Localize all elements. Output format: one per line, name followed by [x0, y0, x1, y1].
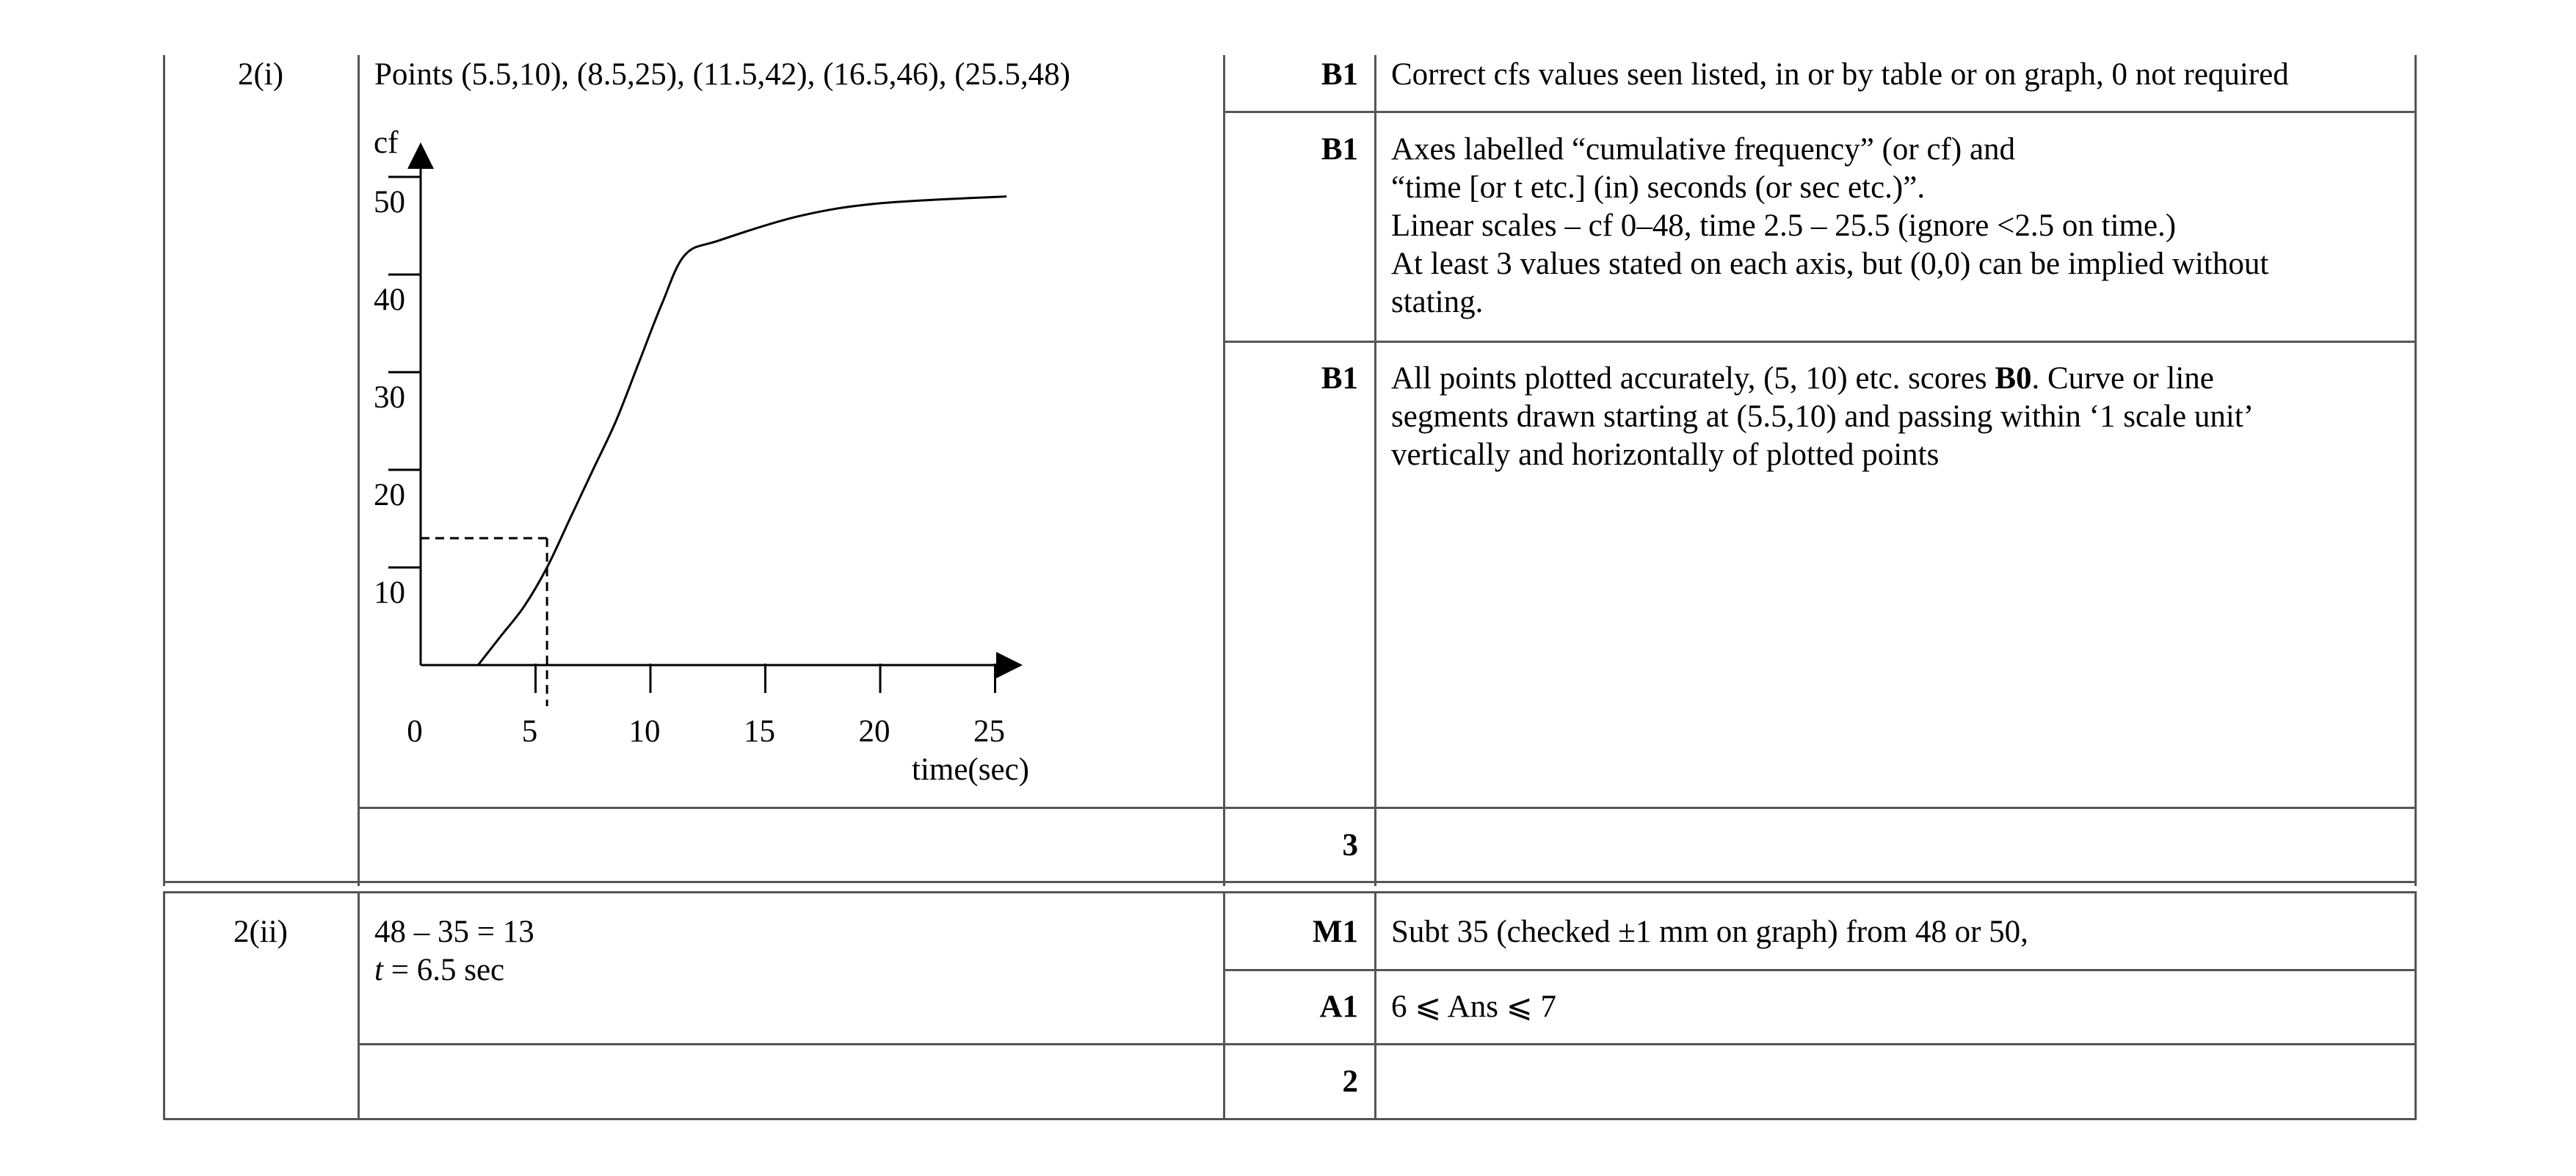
answer-variable: t	[374, 953, 383, 987]
y-tick-label: 50	[374, 185, 405, 219]
y-tick-label: 30	[374, 380, 405, 415]
total-marks: 2	[1342, 1064, 1358, 1099]
x-axis-label: time(sec)	[912, 752, 1029, 787]
grid-line	[1223, 969, 2417, 971]
mark-code: M1	[1312, 915, 1358, 949]
x-tick-label: 0	[407, 714, 423, 749]
cumulative-frequency-graph	[358, 110, 1223, 822]
grid-line	[358, 891, 360, 1120]
guidance-fragment: All points plotted accurately, (5, 10) etc. scores	[1391, 361, 1995, 396]
grid-line	[163, 891, 2417, 893]
guidance-text: Correct cfs values seen listed, in or by table or on graph, 0 not required	[1391, 57, 2289, 92]
guidance-line: segments drawn starting at (5.5,10) and passing within ‘1 scale unit’	[1391, 399, 2254, 434]
guidance-line: Axes labelled “cumulative frequency” (or cf) and	[1391, 132, 2016, 167]
grid-line	[1223, 341, 2417, 343]
y-axis-label: cf	[374, 126, 399, 160]
grid-line	[163, 1118, 2417, 1120]
guidance-line: “time [or t etc.] (in) seconds (or sec etc.)”.	[1391, 170, 1926, 205]
guidance-fragment: . Curve or line	[2031, 361, 2214, 396]
y-tick-label: 40	[374, 283, 405, 317]
y-tick-label: 10	[374, 576, 405, 610]
mark-code: B1	[1321, 132, 1358, 167]
grid-line	[1223, 891, 1225, 1120]
grid-line	[2414, 891, 2417, 1120]
mark-code: A1	[1319, 990, 1358, 1024]
guidance-line	[1391, 360, 2214, 398]
question-number: 2(i)	[237, 57, 284, 92]
guidance-line: At least 3 values stated on each axis, but (0,0) can be implied without	[1391, 247, 2269, 281]
grid-line	[1223, 111, 2417, 113]
grid-line	[163, 881, 2417, 883]
guidance-bold-code: B0	[1995, 361, 2032, 396]
y-tick-label: 20	[374, 478, 405, 512]
total-marks: 3	[1342, 828, 1358, 863]
answer-text: 48 – 35 = 13	[374, 915, 534, 949]
grid-line	[1223, 55, 1225, 886]
grid-line	[163, 55, 165, 886]
guidance-line: stating.	[1391, 285, 1484, 319]
guidance-line: vertically and horizontally of plotted points	[1391, 438, 1940, 472]
x-tick-label: 5	[521, 714, 538, 749]
grid-line	[1374, 891, 1376, 1120]
answer-value: = 6.5 sec	[382, 953, 505, 987]
mark-code: B1	[1321, 57, 1358, 92]
answer-text: Points (5.5,10), (8.5,25), (11.5,42), (16.5,46), (25.5,48)	[374, 57, 1070, 92]
guidance-text: 6 ⩽ Ans ⩽ 7	[1391, 990, 1556, 1024]
answer-text	[374, 951, 504, 990]
guidance-line: Linear scales – cf 0–48, time 2.5 – 25.5 (ignore <2.5 on time.)	[1391, 208, 2177, 243]
guidance-text: Subt 35 (checked ±1 mm on graph) from 48 or 50,	[1391, 915, 2028, 949]
x-tick-label: 10	[628, 714, 661, 749]
grid-line	[358, 1043, 2417, 1045]
mark-code: B1	[1321, 361, 1358, 396]
grid-line	[2414, 55, 2417, 886]
x-tick-label: 15	[744, 714, 775, 749]
cf-curve	[478, 197, 1006, 665]
x-tick-label: 25	[973, 714, 1005, 749]
x-tick-label: 20	[858, 714, 890, 749]
question-number: 2(ii)	[233, 915, 289, 949]
grid-line	[1374, 55, 1376, 886]
